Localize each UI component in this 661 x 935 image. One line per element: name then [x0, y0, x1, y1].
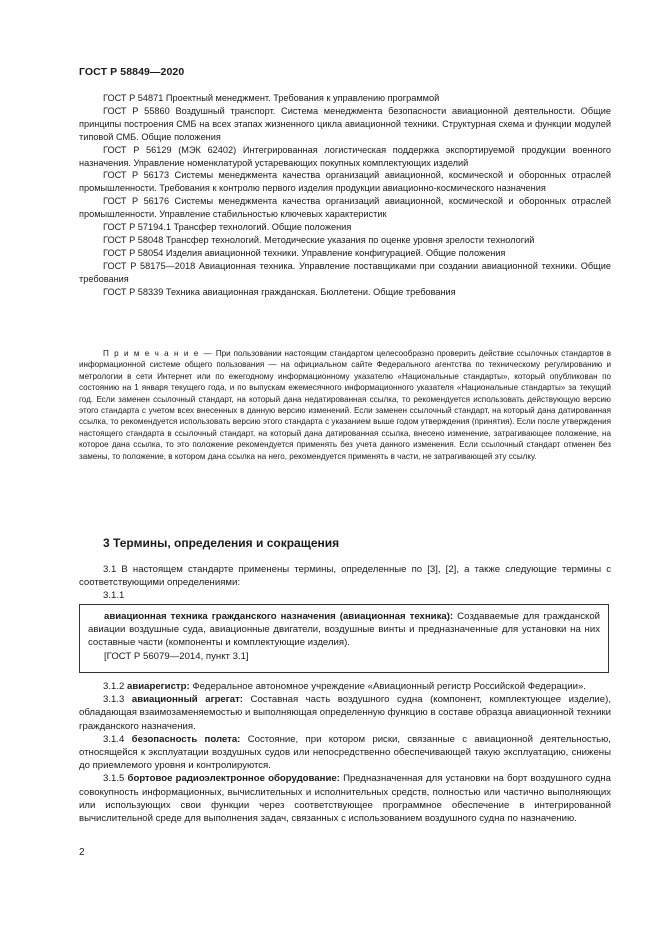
term-paragraph: [79, 772, 611, 825]
boxed-definition: [88, 610, 600, 650]
reference-item: ГОСТ Р 58054 Изделия авиационной техники. Управление конфигурацией. Общие положения: [103, 247, 506, 258]
term-definition: Создаваемые для гражданской авиации воздушные суда, авиационные двигатели, воздушные винты и предназначенные для установки на них составные части (компоненты и комплектующие изделия).: [88, 611, 601, 649]
term-definition: Составная часть воздушного судна (компонент, комплектующее изделие), обладающая взаимозаменяемостью и выполняющая определенную функцию в составе образца авиационной техники гражданского назначения.: [79, 694, 611, 732]
reference-list: [79, 92, 611, 299]
term-label: авиационная техника гражданского назначения (авиационная техника):: [104, 611, 454, 622]
term-number: 3.1.3: [103, 694, 125, 706]
term-number: 3.1.2: [103, 681, 125, 692]
intro-block: [79, 563, 611, 603]
term-label: бортовое радиоэлектронное оборудование:: [127, 773, 340, 785]
term-definition: Федеральное автономное учреждение «Авиационный регистр Российской Федерации».: [192, 681, 586, 692]
definition-source: [ГОСТ Р 56079—2014, пункт 3.1]: [104, 650, 249, 662]
document-header: ГОСТ Р 58849—2020: [79, 66, 185, 78]
term-label: безопасность полета:: [131, 733, 241, 745]
term-number: 3.1.1: [103, 590, 125, 602]
reference-item: ГОСТ Р 55860 Воздушный транспорт. Система менеджмента безопасности авиационной деятельности. Общие принципы построения СМБ на всех этапах жизненного цикла авиационной техники. Структурная схема и функции модулей типовой СМБ. Общие положения: [79, 105, 611, 142]
term-number: 3.1.5: [103, 773, 125, 785]
reference-item: ГОСТ Р 56129 (МЭК 62402) Интегрированная логистическая поддержка экспортируемой продукции военного назначения. Управление номенклатурой устаревающих покупных комплектующих изделий: [79, 144, 611, 168]
term-definition-box: [79, 604, 609, 673]
terms-list: [79, 680, 611, 825]
reference-item: ГОСТ Р 57194.1 Трансфер технологий. Общие положения: [103, 222, 352, 233]
intro-paragraph: 3.1 В настоящем стандарте применены термины, определенные по [3], [2], а также следующие термины с соответствующими определениями:: [79, 564, 611, 589]
reference-item: ГОСТ Р 58339 Техника авиационная гражданская. Бюллетени. Общие требования: [103, 286, 456, 297]
section-title: 3 Термины, определения и сокращения: [103, 536, 340, 550]
term-label: авиационный агрегат:: [131, 694, 243, 706]
page-number: 2: [79, 847, 85, 858]
reference-item: ГОСТ Р 54871 Проектный менеджмент. Требования к управлению программой: [103, 93, 440, 103]
reference-item: ГОСТ Р 56176 Системы менеджмента качества организаций авиационной, космической и оборонных отраслей промышленности. Управление стабильностью ключевых характеристик: [79, 196, 611, 220]
note-label: П р и м е ч а н и е —: [103, 349, 213, 358]
term-definition: Предназначенная для установки на борт воздушного судна совокупность информационных, вычислительных и исполнительных средств, полностью или частично выполняющих или использующих свои функции через соответствующее программное обеспечение в интегрированной вычислительной среде для выполнения задач, связанных с использованием воздушного судна по назначению.: [79, 773, 611, 825]
reference-item: ГОСТ Р 56173 Системы менеджмента качества организаций авиационной, космической и оборонных отраслей промышленности. Требования к контролю первого изделия продукции авиационно-космического назначения: [79, 170, 611, 194]
term-paragraph: [79, 693, 611, 733]
term-label: авиарегистр:: [127, 681, 190, 692]
term-paragraph: [79, 680, 611, 693]
term-number: 3.1.4: [103, 733, 125, 745]
term-paragraph: [79, 733, 611, 773]
reference-item: ГОСТ Р 58175—2018 Авиационная техника. Управление поставщиками при создании авиационной техники. Общие требования: [79, 260, 611, 284]
reference-item: ГОСТ Р 58048 Трансфер технологий. Методические указания по оценке уровня зрелости технологий: [103, 234, 535, 245]
note-text: При пользовании настоящим стандартом целесообразно проверить действие ссылочных стандартов в информационной системе общего пользования — на официальном сайте Федерального агентства по техническому регулированию и метрологии в сети Интернет или по ежегодному информационному указателю «Национальные стандарты», который опубликован по состоянию на 1 января текущего года, и по выпускам ежемесячного информационного указателя «Национальные стандарты» за текущий год. Если заменен ссылочный стандарт, на который дана недатированная ссылка, то рекомендуется использовать действующую версию этого стандарта с учетом всех внесенных в данную версию изменений. Если заменен ссылочный стандарт, на который дана датированная ссылка, то рекомендуется использовать версию этого стандарта с указанием выше годом утверждения (принятия). Если после утверждения настоящего стандарта в ссылочный стандарт, на который дана датированная ссылка, внесено изменение, затрагивающее положение, на которое дана ссылка, то это положение рекомендуется применять без учета данного изменения. Если ссылочный стандарт отменен без замены, то положение, в котором дана ссылка на него, рекомендуется применять в части, не затрагивающей эту ссылку.: [79, 349, 611, 461]
note-paragraph: [79, 348, 611, 462]
term-definition: Состояние, при котором риски, связанные с авиационной деятельностью, относящейся к эксплуатации воздушных судов или непосредственно обеспечивающей такую эксплуатацию, снижены до приемлемого уровня и контролируются.: [79, 733, 611, 772]
